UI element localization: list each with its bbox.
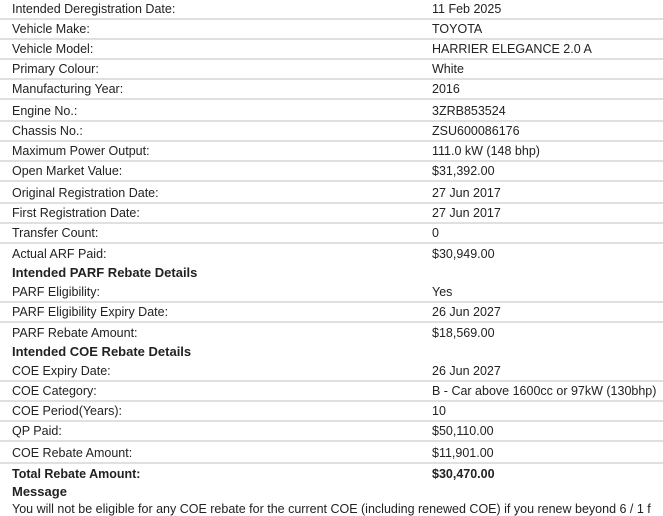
detail-label: First Registration Date: (12, 206, 140, 220)
detail-value: B - Car above 1600cc or 97kW (130bhp) (432, 384, 657, 398)
detail-label: Intended Deregistration Date: (12, 2, 176, 16)
detail-label: Vehicle Make: (12, 22, 90, 36)
detail-row (0, 283, 663, 303)
detail-value: 11 Feb 2025 (432, 2, 502, 16)
detail-row (0, 444, 663, 464)
detail-label: COE Period(Years): (12, 404, 122, 418)
detail-row (0, 244, 663, 264)
detail-label: Chassis No.: (12, 124, 83, 138)
detail-label: Vehicle Model: (12, 42, 94, 56)
detail-value: ZSU600086176 (432, 124, 520, 138)
detail-row (0, 362, 663, 382)
detail-label: PARF Eligibility: (12, 285, 100, 299)
detail-value: $18,569.00 (432, 326, 495, 340)
detail-value: Yes (432, 285, 453, 299)
detail-row (0, 60, 663, 80)
detail-value: 27 Jun 2017 (432, 186, 501, 200)
detail-value: 0 (432, 226, 439, 240)
detail-row (0, 20, 663, 40)
coe-section-heading: Intended COE Rebate Details (12, 344, 192, 359)
detail-row (0, 422, 663, 442)
detail-value: White (432, 62, 464, 76)
detail-row (0, 40, 663, 60)
detail-value: HARRIER ELEGANCE 2.0 A (432, 42, 592, 56)
detail-value: 3ZRB853524 (432, 104, 506, 118)
detail-value: 111.0 kW (148 bhp) (432, 144, 540, 158)
total-value: $30,470.00 (432, 467, 495, 481)
detail-label: COE Expiry Date: (12, 364, 111, 378)
detail-value: $31,392.00 (432, 164, 495, 178)
detail-label: Primary Colour: (12, 62, 99, 76)
detail-label: QP Paid: (12, 424, 62, 438)
detail-row (0, 80, 663, 100)
detail-value: 26 Jun 2027 (432, 364, 501, 378)
detail-row (0, 204, 663, 224)
detail-row (0, 0, 663, 20)
detail-row (0, 224, 663, 244)
detail-label: Manufacturing Year: (12, 82, 124, 96)
detail-value: TOYOTA (432, 22, 483, 36)
detail-label: PARF Rebate Amount: (12, 326, 138, 340)
detail-label: COE Rebate Amount: (12, 446, 133, 460)
parf-section-heading: Intended PARF Rebate Details (12, 265, 198, 280)
detail-row (0, 303, 663, 323)
detail-value: 10 (432, 404, 446, 418)
detail-label: COE Category: (12, 384, 97, 398)
detail-value: 26 Jun 2027 (432, 305, 501, 319)
message-heading: Message (12, 484, 67, 499)
detail-value: $50,110.00 (432, 424, 494, 438)
detail-row (0, 184, 663, 204)
detail-label: Open Market Value: (12, 164, 123, 178)
detail-label: PARF Eligibility Expiry Date: (12, 305, 169, 319)
detail-value: $30,949.00 (432, 247, 495, 261)
detail-row (0, 323, 663, 343)
message-text: You will not be eligible for any COE rebate for the current COE (including renewed COE) if you renew beyond 6 / 1 f (12, 502, 651, 516)
detail-label: Maximum Power Output: (12, 144, 150, 158)
total-label: Total Rebate Amount: (12, 467, 141, 481)
detail-label: Actual ARF Paid: (12, 247, 107, 261)
detail-row (0, 122, 663, 142)
detail-row (0, 162, 663, 182)
detail-value: $11,901.00 (432, 446, 494, 460)
detail-label: Engine No.: (12, 104, 78, 118)
detail-value: 2016 (432, 82, 460, 96)
detail-row (0, 382, 663, 402)
detail-label: Original Registration Date: (12, 186, 159, 200)
detail-row (0, 142, 663, 162)
total-row (0, 464, 663, 484)
detail-row (0, 102, 663, 122)
detail-label: Transfer Count: (12, 226, 99, 240)
detail-value: 27 Jun 2017 (432, 206, 501, 220)
detail-row (0, 402, 663, 422)
